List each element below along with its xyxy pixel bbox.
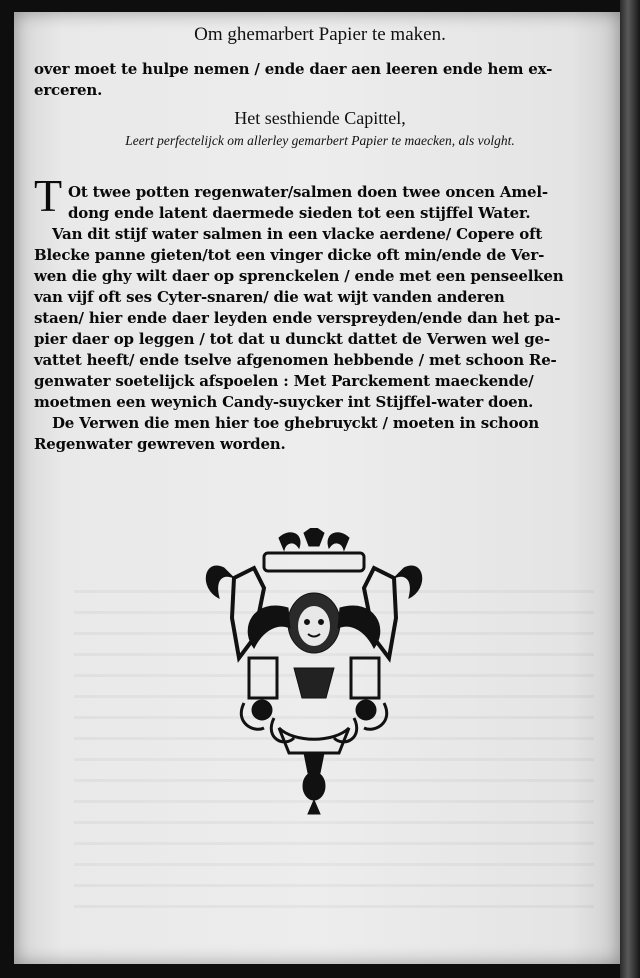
carry-over-line-1: over moet te hulpe nemen / ende daer aen leeren ende hem ex- [34, 60, 553, 78]
body-line-6: van vijf oft ses Cyter-snaren/ die wat wijt vanden anderen [34, 288, 505, 306]
paper-sheet [14, 12, 620, 964]
body-line-10: genwater soetelijck afspoelen : Met Parckement maeckende/ [34, 372, 534, 390]
body-line-5: wen die ghy wilt daer op sprenckelen / ende met een penseelken [34, 267, 564, 285]
running-header: Om ghemarbert Papier te maken. [194, 24, 446, 45]
body-line-1: Ot twee potten regenwater/salmen doen twee oncen Amel- [68, 183, 548, 201]
body-line-13: Regenwater gewreven worden. [34, 435, 286, 453]
body-line-9: vattet heeft/ ende tselve afgenomen hebbende / met schoon Re- [34, 351, 557, 369]
chapter-subtitle: Leert perfectelijck om allerley gemarbert Papier te maecken, als volght. [125, 133, 515, 148]
carry-over-line-2: erceren. [34, 81, 103, 99]
chapter-title: Het sesthiende Capittel, [234, 108, 406, 128]
ornament-icon [194, 528, 434, 818]
body-line-3: Van dit stijf water salmen in een vlacke aerdene/ Copere oft [52, 225, 543, 243]
drop-initial: T [34, 170, 63, 221]
body-line-8: pier daer op leggen / tot dat u dunckt dattet de Verwen wel ge- [34, 330, 550, 348]
body-line-4: Blecke panne gieten/tot een vinger dicke oft min/ende de Ver- [34, 246, 545, 264]
body-line-7: staen/ hier ende daer leyden ende verspreyden/ende dan het pa- [34, 309, 561, 327]
body-line-11: moetmen een weynich Candy-suycker int Stijffel-water doen. [34, 393, 534, 411]
body-line-2: dong ende latent daermede sieden tot een stijffel Water. [68, 204, 531, 222]
body-line-12: De Verwen die men hier toe ghebruyckt / moeten in schoon [52, 414, 539, 432]
